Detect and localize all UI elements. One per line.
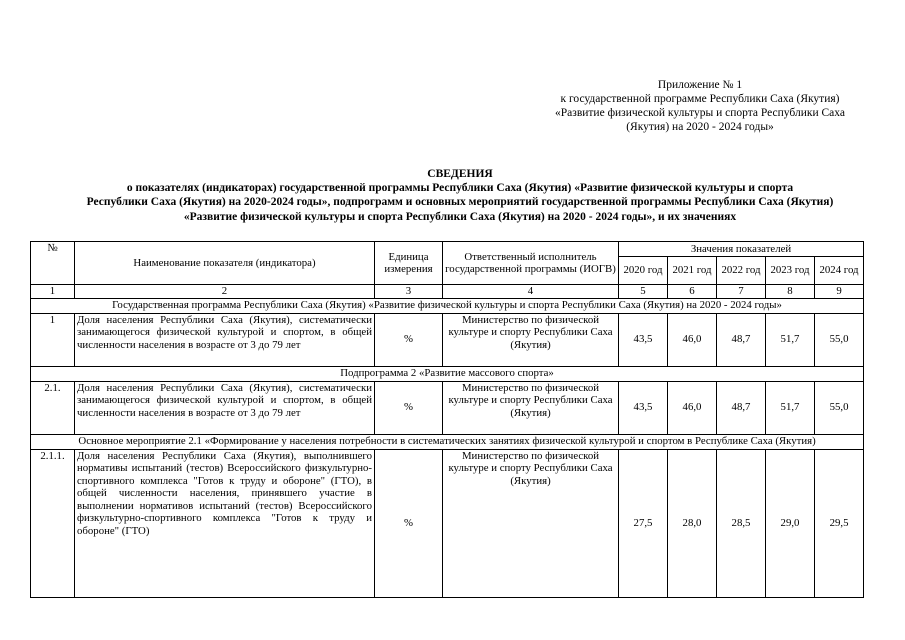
header-num: № — [31, 242, 75, 285]
appendix-block — [480, 78, 905, 134]
table-row — [31, 381, 864, 434]
row-executor: Министерство по физической культуре и спорту Республики Саха (Якутия) — [443, 449, 619, 597]
appendix-line-4: (Якутия) на 2020 - 2024 годы» — [626, 121, 774, 133]
header-year: 2020 год — [619, 257, 668, 285]
row-indicator-name: Доля населения Республики Саха (Якутия), систематически занимающегося физической культурой и спортом, в общей численности населения в возрасте от 3 до 79 лет — [75, 381, 375, 434]
table-row — [31, 313, 864, 366]
header-year: 2022 год — [717, 257, 766, 285]
column-numbers-row — [31, 285, 864, 299]
row-value: 29,5 — [815, 449, 864, 597]
column-number: 7 — [717, 285, 766, 299]
row-value: 43,5 — [619, 313, 668, 366]
row-indicator-name: Доля населения Республики Саха (Якутия), систематически занимающегося физической культурой и спортом, в общей численности населения в возрасте от 3 до 79 лет — [75, 313, 375, 366]
column-number: 2 — [75, 285, 375, 299]
column-number: 6 — [668, 285, 717, 299]
indicators-table — [30, 241, 864, 598]
header-year: 2024 год — [815, 257, 864, 285]
column-number: 9 — [815, 285, 864, 299]
row-value: 27,5 — [619, 449, 668, 597]
column-number: 4 — [443, 285, 619, 299]
column-number: 5 — [619, 285, 668, 299]
row-indicator-name: Доля населения Республики Саха (Якутия), выполнившего нормативы испытаний (тестов) Всероссийского физкультурно-спортивного комплекса "Готов к труду и обороне" (ГТО), в общей численности населения, принявшего участие в выполнении нормативов испытаний (тестов) Всероссийского физкультурно-спортивного комплекса "Готов к труду и обороне" (ГТО) — [75, 449, 375, 597]
row-value: 48,7 — [717, 381, 766, 434]
column-number: 1 — [31, 285, 75, 299]
row-unit: % — [375, 381, 443, 434]
row-value: 46,0 — [668, 381, 717, 434]
row-executor: Министерство по физической культуре и спорту Республики Саха (Якутия) — [443, 313, 619, 366]
row-value: 28,5 — [717, 449, 766, 597]
heading-line-3: «Развитие физической культуры и спорта Республики Саха (Якутия) на 2020 - 2024 годы», и их значениях — [183, 210, 737, 223]
row-value: 28,0 — [668, 449, 717, 597]
row-value: 48,7 — [717, 313, 766, 366]
row-value: 51,7 — [766, 313, 815, 366]
row-num: 2.1. — [31, 381, 75, 434]
row-executor: Министерство по физической культуре и спорту Республики Саха (Якутия) — [443, 381, 619, 434]
row-unit: % — [375, 313, 443, 366]
activity-row: Основное мероприятие 2.1 «Формирование у населения потребности в систематических занятиях физической культурой и спортом в Республике Саха (Якутия) — [31, 434, 864, 449]
row-value: 46,0 — [668, 313, 717, 366]
appendix-line-1: Приложение № 1 — [657, 79, 743, 91]
row-value: 55,0 — [815, 381, 864, 434]
row-value: 55,0 — [815, 313, 864, 366]
appendix-line-2: к государственной программе Республики Саха (Якутия) — [560, 93, 840, 105]
heading-title: СВЕДЕНИЯ — [427, 168, 493, 180]
column-number: 8 — [766, 285, 815, 299]
row-num: 2.1.1. — [31, 449, 75, 597]
appendix-line-3: «Развитие физической культуры и спорта Республики Саха — [555, 107, 845, 119]
row-value: 43,5 — [619, 381, 668, 434]
heading-line-1: о показателях (индикаторах) государственной программы Республики Саха (Якутия) «Развитие физической культуры и спорта — [126, 182, 794, 195]
header-executor: Ответственный исполнитель государственной программы (ИОГВ) — [443, 242, 619, 285]
row-unit: % — [375, 449, 443, 597]
header-year: 2023 год — [766, 257, 815, 285]
header-name: Наименование показателя (индикатора) — [75, 242, 375, 285]
table-row — [31, 449, 864, 597]
program-row: Государственная программа Республики Саха (Якутия) «Развитие физической культуры и спорта Республики Саха (Якутия) на 2020 - 2024 годы» — [31, 298, 864, 313]
header-values: Значения показателей — [619, 242, 864, 257]
column-number: 3 — [375, 285, 443, 299]
header-unit: Единица измерения — [375, 242, 443, 285]
subprogram-row: Подпрограмма 2 «Развитие массового спорта» — [31, 366, 864, 381]
header-year: 2021 год — [668, 257, 717, 285]
row-num: 1 — [31, 313, 75, 366]
row-value: 51,7 — [766, 381, 815, 434]
heading-line-2: Республики Саха (Якутия) на 2020-2024 годы», подпрограмм и основных мероприятий государственной программы Республики Саха (Якутия) — [86, 196, 834, 209]
document-heading — [20, 167, 900, 224]
row-value: 29,0 — [766, 449, 815, 597]
